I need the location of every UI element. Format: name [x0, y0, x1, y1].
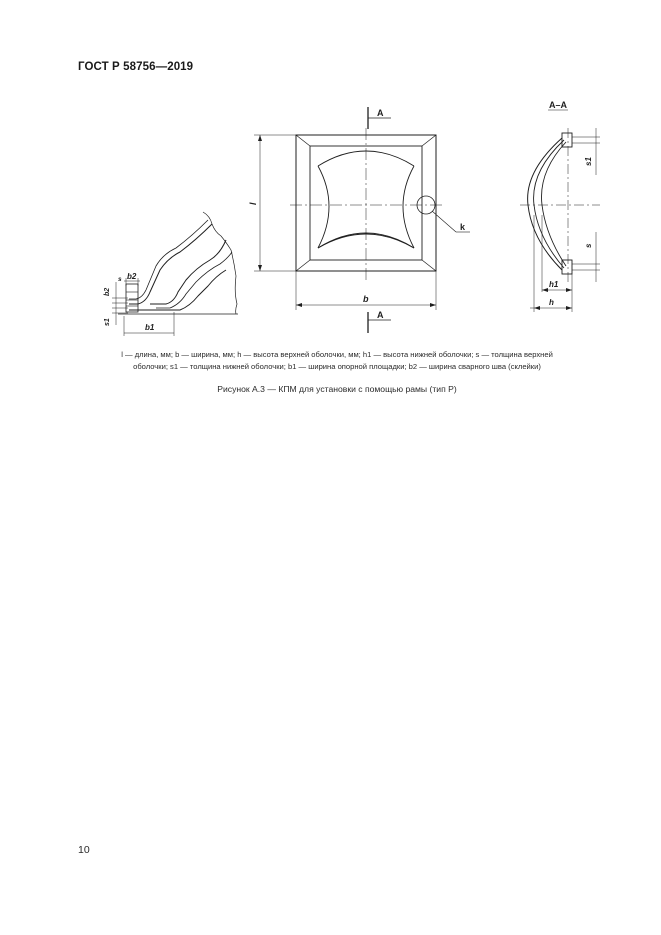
label-h: h — [549, 298, 554, 307]
legend-line-1: l — длина, мм; b — ширина, мм; h — высота верхней оболочки, мм; h1 — высота нижней оболочки; s — толщина верхней — [121, 350, 553, 359]
technical-drawing — [0, 0, 661, 400]
label-l: l — [248, 202, 258, 205]
plan-view — [254, 107, 470, 333]
section-view — [520, 110, 600, 312]
label-h1: h1 — [549, 280, 559, 289]
label-s-section: s — [584, 243, 593, 248]
label-b2-side: b2 — [104, 287, 111, 296]
label-b2: b2 — [127, 272, 137, 281]
page-number: 10 — [78, 844, 90, 856]
section-mark-top: A — [377, 108, 384, 118]
figure-caption: Рисунок А.3 — КПМ для установки с помощью рамы (тип Р) — [217, 384, 457, 394]
label-b: b — [363, 294, 369, 304]
figure-legend — [78, 349, 596, 372]
section-title: A–A — [549, 100, 568, 110]
label-b1: b1 — [145, 323, 155, 332]
legend-line-2: оболочки; s1 — толщина нижней оболочки; b1 — ширина опорной площадки; b2 — ширина сварного шва (склейки) — [133, 361, 541, 371]
label-k: k — [460, 222, 466, 232]
label-s1-section: s1 — [584, 157, 593, 166]
label-s-small: s — [118, 276, 122, 283]
label-s1-side: s1 — [104, 318, 111, 326]
section-mark-bottom: A — [377, 310, 384, 320]
document-header: ГОСТ Р 58756—2019 — [78, 61, 194, 73]
